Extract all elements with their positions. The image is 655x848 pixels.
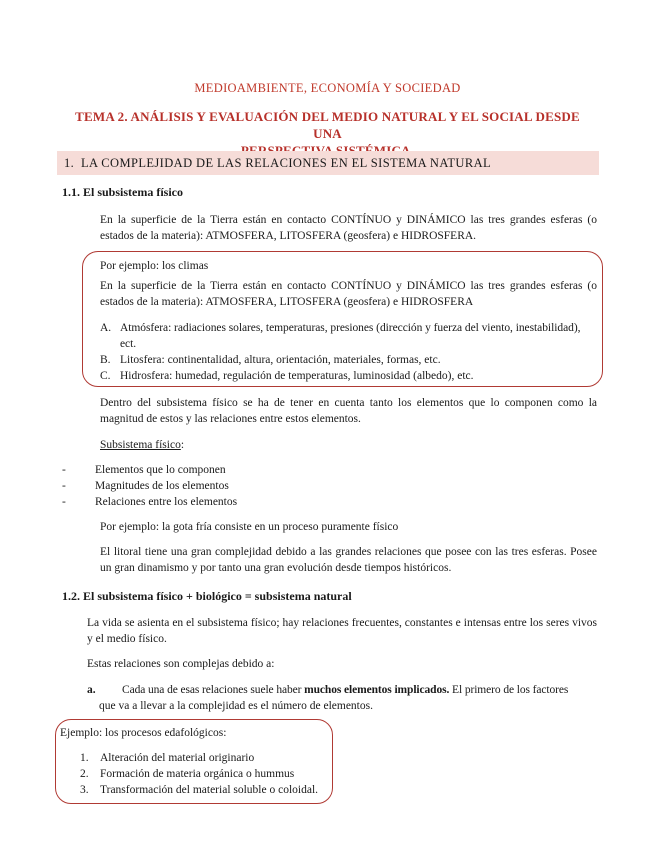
list-marker: A.	[100, 322, 112, 334]
item-a	[87, 682, 597, 714]
life-paragraph: La vida se asienta en el subsistema físico; hay relaciones frecuentes, constantes e intensas entre los seres vivos y el medio físico.	[87, 617, 597, 645]
dash-item-text: Magnitudes de los elementos	[95, 480, 229, 492]
list-marker: a.	[87, 684, 96, 696]
climate-example-text: En la superficie de la Tierra están en contacto CONTÍNUO y DINÁMICO las tres grandes esferas (o estados de la materia): ATMOSFERA, LITOSFERA (geosfera) e HIDROSFERA	[100, 280, 597, 308]
list-marker: C.	[100, 370, 111, 382]
edaphic-item	[80, 782, 330, 798]
example-gota-fria: Por ejemplo: la gota fría consiste en un proceso puramente físico	[100, 521, 399, 533]
edaphic-example-label: Ejemplo: los procesos edafológicos:	[60, 727, 227, 739]
sphere-item-c-text: Hidrosfera: humedad, regulación de temperaturas, luminosidad (albedo), etc.	[120, 370, 474, 382]
after-box-paragraph: Dentro del subsistema físico se ha de tener en cuenta tanto los elementos que lo componen como la magnitud de estos y las relaciones entre estos elementos.	[100, 397, 597, 425]
edaphic-item-text: Alteración del material originario	[100, 752, 255, 764]
edaphic-item-text: Transformación del material soluble o coloidal.	[100, 784, 319, 796]
section-1-heading	[57, 151, 599, 175]
subsystem-label-colon: :	[180, 439, 185, 451]
course-title: MEDIOAMBIENTE, ECONOMÍA Y SOCIEDAD	[194, 81, 461, 95]
climate-example-label: Por ejemplo: los climas	[100, 260, 209, 272]
sphere-item-a-line2: ect.	[120, 338, 137, 350]
sphere-item-b-text: Litosfera: continentalidad, altura, orientación, materiales, formas, etc.	[120, 354, 441, 366]
sphere-item-c	[100, 368, 597, 384]
edaphic-item-text: Formación de materia orgánica o hummus	[100, 768, 295, 780]
intro-paragraph: En la superficie de la Tierra están en contacto CONTÍNUO y DINÁMICO las tres grandes esferas (o estados de la materia): ATMOSFERA, LITOSFERA (geosfera) e HIDROSFERA.	[100, 214, 597, 242]
sphere-item-b	[100, 352, 597, 368]
complex-relations-intro: Estas relaciones son complejas debido a:	[87, 658, 275, 670]
edaphic-item	[80, 766, 330, 782]
sphere-item-a	[100, 320, 597, 352]
edaphic-item	[80, 750, 330, 766]
sphere-item-a-line1: Atmósfera: radiaciones solares, temperaturas, presiones (dirección y fuerza del viento, inestabilidad),	[120, 322, 581, 334]
list-marker: 3.	[80, 784, 89, 796]
list-marker: B.	[100, 354, 111, 366]
dash-item-text: Elementos que lo componen	[95, 464, 226, 476]
item-a-line2: que va a llevar a la complejidad es el número de elementos.	[99, 700, 373, 712]
subsystem-label-text: Subsistema físico	[100, 439, 181, 451]
topic-title-line1: TEMA 2. ANÁLISIS Y EVALUACIÓN DEL MEDIO NATURAL Y EL SOCIAL DESDE UNA	[75, 109, 580, 141]
item-a-pre: Cada una de esas relaciones suele haber	[122, 684, 305, 696]
item-a-bold: muchos elementos implicados.	[304, 684, 450, 696]
subsection-1-1-heading: 1.1. El subsistema físico	[62, 185, 184, 199]
litoral-paragraph: El litoral tiene una gran complejidad debido a las grandes relaciones que posee con las tres esferas. Posee un gran dinamismo y por tanto una gran evolución desde tiempos históricos.	[100, 546, 597, 574]
subsection-1-2-heading: 1.2. El subsistema físico + biológico = subsistema natural	[62, 589, 352, 603]
list-marker: 2.	[80, 768, 89, 780]
item-a-post: El primero de los factores	[449, 684, 569, 696]
section-title: LA COMPLEJIDAD DE LAS RELACIONES EN EL SISTEMA NATURAL	[81, 156, 492, 170]
dash-item-text: Relaciones entre los elementos	[95, 496, 238, 508]
section-number: 1.	[64, 156, 75, 170]
subsystem-label	[100, 437, 184, 453]
list-marker: 1.	[80, 752, 89, 764]
